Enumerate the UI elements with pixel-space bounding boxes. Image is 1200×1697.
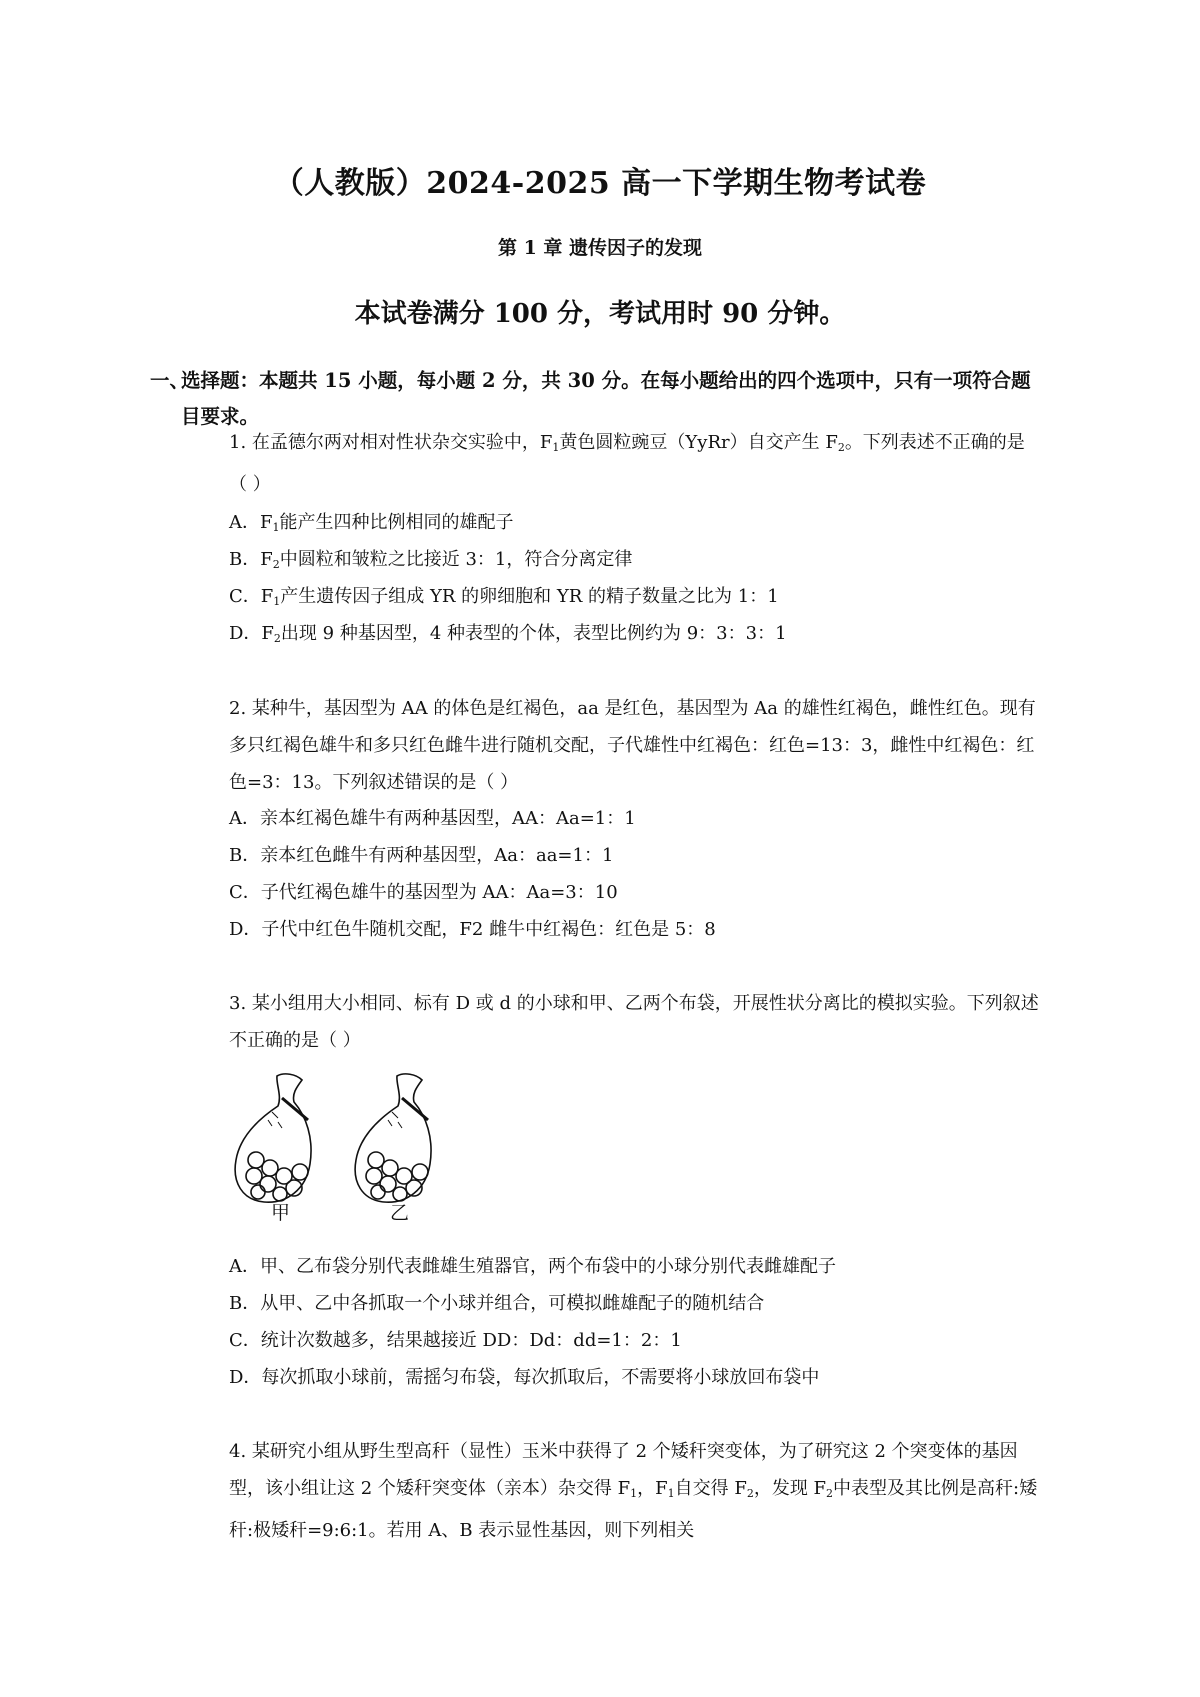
section-number: 一、 <box>150 369 190 392</box>
question-1-option-d: D．$F_2$出现 9 种基因型，4 种表型的个体，表型比例约为 9：3：3：1 <box>229 623 787 645</box>
question-3-option-c: C．统计次数越多，结果越接近 DD：Dd：dd=1：2：1 <box>229 1330 682 1351</box>
question-1-option-b: B．$F_2$中圆粒和皱粒之比接近 3：1，符合分离定律 <box>229 549 633 571</box>
chapter-title: 第 1 章 遗传因子的发现 <box>497 237 703 259</box>
question-3-option-a: A．甲、乙布袋分别代表雌雄生殖器官，两个布袋中的小球分别代表雌雄配子 <box>229 1256 836 1277</box>
question-1-option-a: A．$F_1$能产生四种比例相同的雄配子 <box>229 512 514 534</box>
question-3-option-d: D．每次抓取小球前，需摇匀布袋，每次抓取后，不需要将小球放回布袋中 <box>229 1367 820 1388</box>
q1-stem-part: 黄色圆粒豌豆（YyRr）自交产生 F <box>559 432 838 453</box>
question-3-option-b: B．从甲、乙中各抓取一个小球并组合，可模拟雌雄配子的随机结合 <box>229 1293 765 1314</box>
bag-yi-label: 乙 <box>390 1202 410 1224</box>
bag-yi-figure <box>355 1074 431 1202</box>
section-instructions: 选择题：本题共 15 小题，每小题 2 分，共 30 分。在每小题给出的四个选项中，只有一项符合题目要求。 <box>181 369 1031 428</box>
question-1-option-c: C．$F_1$产生遗传因子组成 YR 的卵细胞和 YR 的精子数量之比为 1：1 <box>229 586 779 608</box>
question-2-stem: 2. 某种牛，基因型为 AA 的体色是红褐色，aa 是红色，基因型为 Aa 的雄性红褐色，雌性红色。现有多只红褐色雄牛和多只红色雌牛进行随机交配，子代雄性中红褐色：红色=13：3，雌性中红褐色：红色=3：13。下列叙述错误的是（ ） <box>229 698 1036 793</box>
bags-illustration <box>232 1072 472 1232</box>
question-2-option-d: D．子代中红色牛随机交配，F2 雌牛中红褐色：红色是 5：8 <box>229 919 716 940</box>
question-1-stem <box>229 424 1039 503</box>
question-4-stem: 4. 某研究小组从野生型高秆（显性）玉米中获得了 2 个矮秆突变体，为了研究这 2 个突变体的基因型，该小组让这 2 个矮秆突变体（亲本）杂交得 $F_1$，$F_1$自交得 $F_2$，发现 $F_2$中表型及其比例是高秆:矮秆:极矮秆=9:6:1。若用 A、B 表示显性基因，则下列相关 <box>229 1441 1038 1541</box>
question-2-option-c: C．子代红褐色雄牛的基因型为 AA：Aa=3：10 <box>229 882 618 903</box>
q1-stem-part: 。下列表述不正确的是（ ） <box>229 432 1025 495</box>
q1-sub: 1 <box>552 441 560 454</box>
bag-jia-figure <box>235 1074 311 1202</box>
bag-jia-label: 甲 <box>271 1202 291 1224</box>
exam-info: 本试卷满分 100 分，考试用时 90 分钟。 <box>354 299 846 329</box>
question-3-stem: 3. 某小组用大小相同、标有 D 或 d 的小球和甲、乙两个布袋，开展性状分离比的模拟实验。下列叙述不正确的是（ ） <box>229 993 1039 1051</box>
q1-sub: 2 <box>837 441 845 454</box>
question-2-option-b: B．亲本红色雌牛有两种基因型，Aa：aa=1：1 <box>229 845 614 866</box>
exam-title: （人教版）2024-2025 高一下学期生物考试卷 <box>273 166 927 201</box>
question-2-option-a: A．亲本红褐色雄牛有两种基因型，AA：Aa=1：1 <box>229 808 636 829</box>
q1-stem-part: 1. 在孟德尔两对相对性状杂交实验中，F <box>229 432 553 453</box>
